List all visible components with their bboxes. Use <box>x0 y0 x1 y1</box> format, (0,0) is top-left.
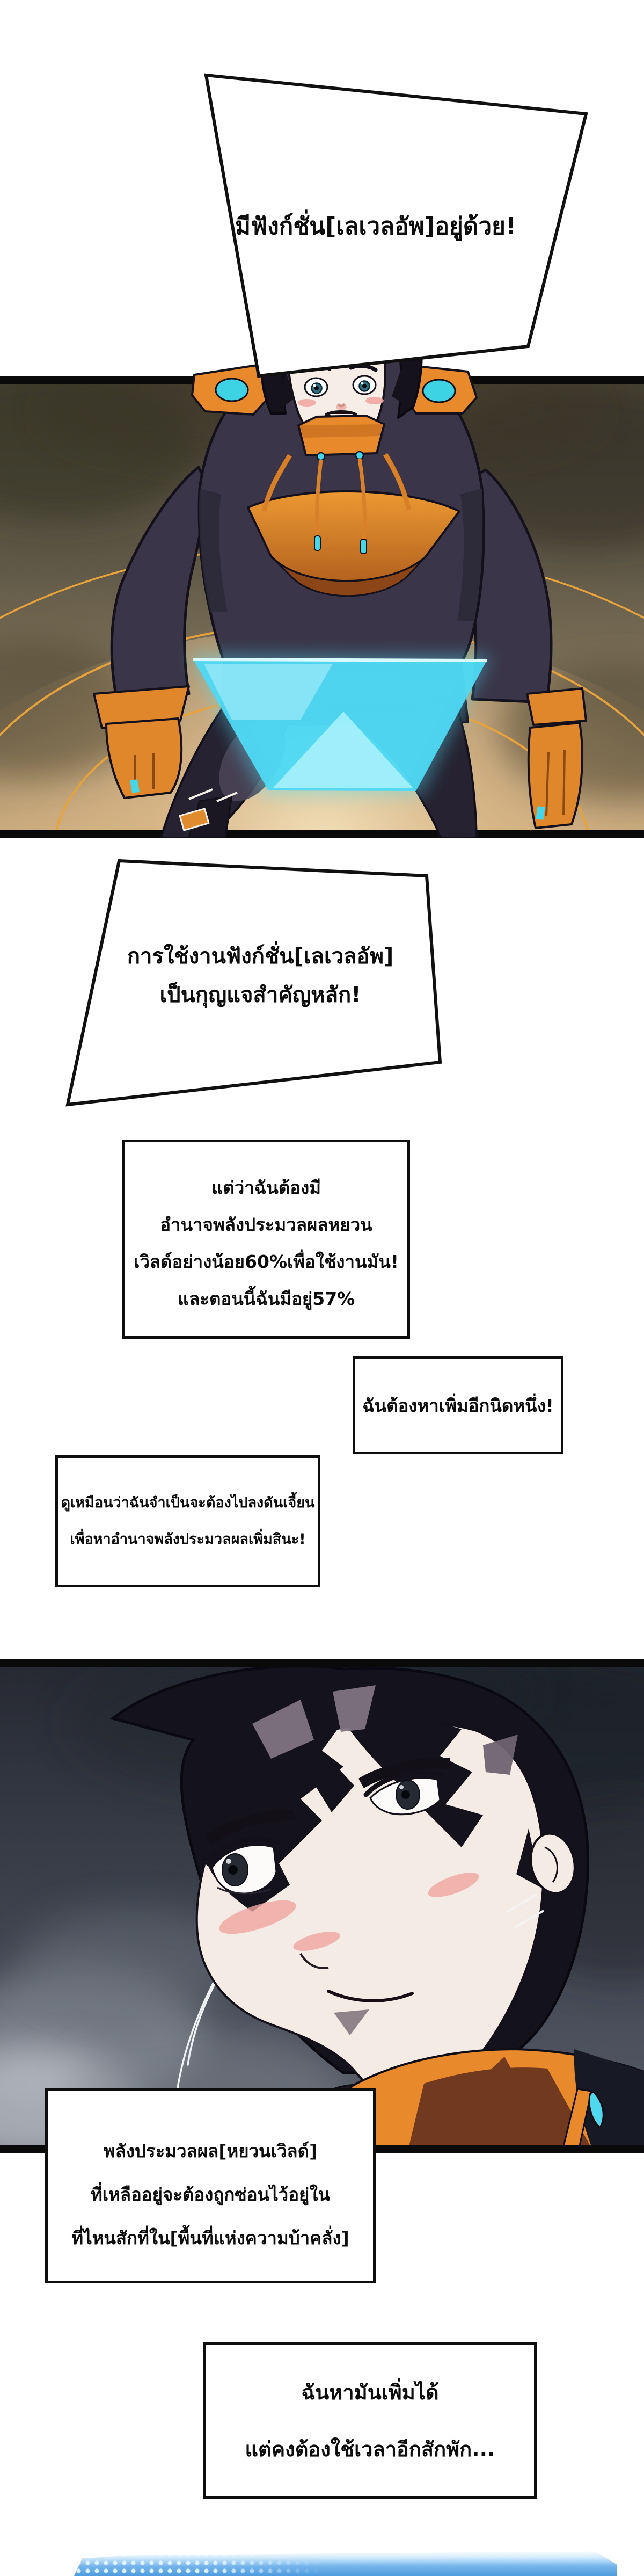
caption-box-need-more <box>353 1356 564 1454</box>
halftone-dots <box>74 2551 324 2576</box>
panel-closeup-art <box>0 1659 644 2153</box>
bubble2-line2: เป็นกุญแจสำคัญหลัก! <box>159 983 361 1007</box>
time-line1: ฉันหามันเพิ่มได้ <box>301 2380 439 2404</box>
hidden-line2: ที่เหลืออยู่จะต้องถูกซ่อนไว้อยู่ใน <box>90 2184 331 2205</box>
requirement-line2: อำนาจพลังประมวลผลหยวน <box>160 1214 372 1235</box>
dungeon-line1: ดูเหมือนว่าฉันจำเป็นจะต้องไปลงดันเจี้ยน <box>61 1494 315 1511</box>
requirement-line1: แต่ว่าฉันต้องมี <box>211 1177 321 1198</box>
bubble2-line1: การใช้งานฟังก์ชั่น[เลเวลอัพ] <box>127 944 394 969</box>
panel2-top-border <box>0 1659 644 1667</box>
panel-face-closeup <box>0 1659 644 2153</box>
caption-box-need-time <box>203 2342 537 2499</box>
bubble1-text: มีฟังก์ชั่น[เลเวลอัพ]อยู่ด้วย! <box>235 213 516 240</box>
caption-box-requirement <box>122 1140 410 1339</box>
bubble2-text <box>89 937 432 1014</box>
hidden-line1: พลังประมวลผล[หยวนเวิลด์] <box>103 2140 318 2161</box>
requirement-line4: และตอนนี้ฉันมีอยู่57% <box>177 1288 355 1309</box>
next-panel-blue-band <box>74 2551 617 2576</box>
need-more-text: ฉันต้องหาเพิ่มอีกนิดหนึ่ง! <box>362 1395 554 1416</box>
caption-box-hidden-power <box>45 2088 376 2283</box>
requirement-line3: เวิลด์อย่างน้อย60%เพื่อใช้งานมัน! <box>134 1251 399 1272</box>
caption-box-dungeon <box>55 1455 320 1587</box>
dungeon-line2: เพื่อหาอำนาจพลังประมวลผลเพิ่มสินะ! <box>70 1531 306 1548</box>
hidden-line3: ที่ไหนสักที่ใน[พื้นที่แห่งความบ้าคลั่ง] <box>71 2227 349 2248</box>
time-line2: แต่คงต้องใช้เวลาอีกสักพัก... <box>245 2437 495 2461</box>
panel1-bottom-border <box>0 830 644 838</box>
